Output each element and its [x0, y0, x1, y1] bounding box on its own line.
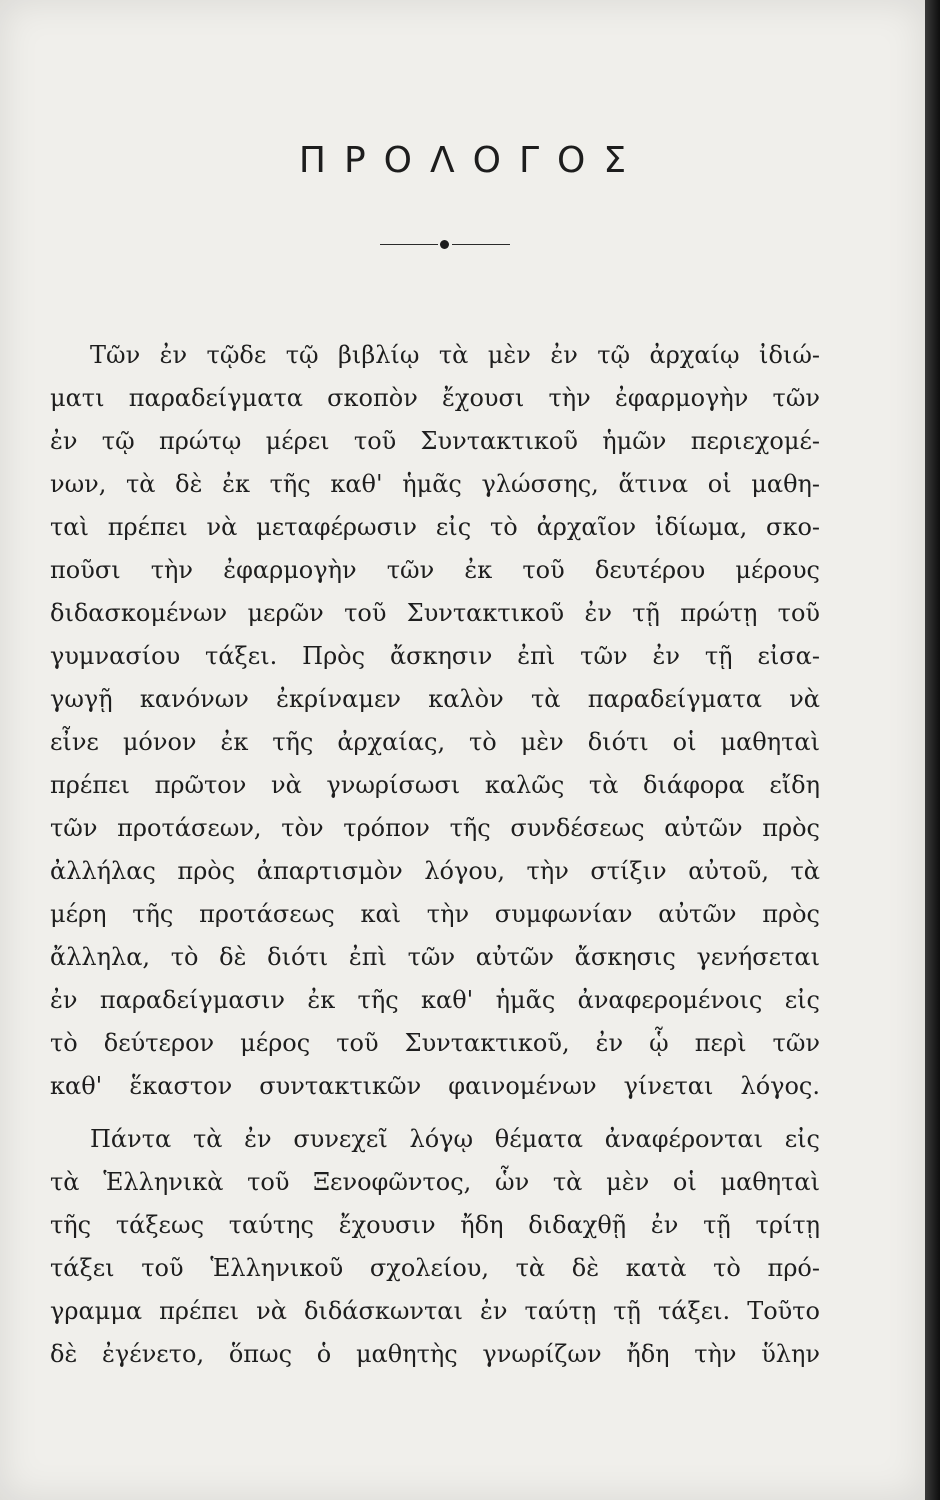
text-line: δὲ ἐγένετο, ὅπως ὁ μαθητὴς γνωρίζων ἤδη τὴν ὕλην [50, 1340, 820, 1368]
page-edge-shadow [925, 0, 940, 1500]
page-title: ΠΡΟΛΟΓΟΣ [298, 140, 645, 181]
text-line: τῶν προτάσεων, τὸν τρόπον τῆς συνδέσεως αὐτῶν πρὸς [50, 814, 820, 842]
ornament-rule-right [452, 244, 510, 245]
title-ornament [380, 240, 510, 250]
text-line: ἐν παραδείγμασιν ἐκ τῆς καθ' ἡμᾶς ἀναφερομένοις εἰς [50, 986, 820, 1014]
text-line: εἶνε μόνον ἐκ τῆς ἀρχαίας, τὸ μὲν διότι οἱ μαθηταὶ [50, 728, 820, 756]
text-line: ἐν τῷ πρώτῳ μέρει τοῦ Συντακτικοῦ ἡμῶν περιεχομέ- [50, 427, 820, 455]
text-line: διδασκομένων μερῶν τοῦ Συντακτικοῦ ἐν τῇ πρώτῃ τοῦ [50, 599, 820, 627]
text-line: τάξει τοῦ Ἑλληνικοῦ σχολείου, τὰ δὲ κατὰ τὸ πρό- [50, 1254, 820, 1282]
text-line: πρέπει πρῶτον νὰ γνωρίσωσι καλῶς τὰ διάφορα εἴδη [50, 771, 820, 799]
text-line: Πάντα τὰ ἐν συνεχεῖ λόγῳ θέματα ἀναφέρονται εἰς [90, 1125, 820, 1153]
text-line: ταὶ πρέπει νὰ μεταφέρωσιν εἰς τὸ ἀρχαῖον ἰδίωμα, σκο- [50, 513, 820, 541]
text-line: γραμμα πρέπει νὰ διδάσκωνται ἐν ταύτῃ τῇ τάξει. Τοῦτο [50, 1297, 820, 1325]
text-line: νων, τὰ δὲ ἐκ τῆς καθ' ἡμᾶς γλώσσης, ἅτινα οἱ μαθη- [50, 470, 820, 498]
text-line: μέρη τῆς προτάσεως καὶ τὴν συμφωνίαν αὐτῶν πρὸς [50, 900, 820, 928]
text-line: ποῦσι τὴν ἐφαρμογὴν τῶν ἐκ τοῦ δευτέρου μέρους [50, 556, 820, 584]
text-line: ἀλλήλας πρὸς ἀπαρτισμὸν λόγου, τὴν στίξιν αὐτοῦ, τὰ [50, 857, 820, 885]
text-line: τῆς τάξεως ταύτης ἔχουσιν ἤδη διδαχθῇ ἐν τῇ τρίτῃ [50, 1211, 820, 1239]
ornament-dot [440, 240, 449, 249]
text-line: καθ' ἕκαστον συντακτικῶν φαινομένων γίνεται λόγος. [50, 1072, 820, 1100]
text-line: γυμνασίου τάξει. Πρὸς ἄσκησιν ἐπὶ τῶν ἐν τῇ εἰσα- [50, 642, 820, 670]
text-line: γωγῇ κανόνων ἐκρίναμεν καλὸν τὰ παραδείγματα νὰ [50, 685, 820, 713]
text-line: Τῶν ἐν τῷδε τῷ βιβλίῳ τὰ μὲν ἐν τῷ ἀρχαίῳ ἰδιώ- [90, 341, 820, 369]
text-line: τὰ Ἑλληνικὰ τοῦ Ξενοφῶντος, ὧν τὰ μὲν οἱ μαθηταὶ [50, 1168, 820, 1196]
text-line: τὸ δεύτερον μέρος τοῦ Συντακτικοῦ, ἐν ᾧ περὶ τῶν [50, 1029, 820, 1057]
text-line: ματι παραδείγματα σκοπὸν ἔχουσι τὴν ἐφαρμογὴν τῶν [50, 384, 820, 412]
ornament-rule-left [380, 244, 438, 245]
text-line: ἄλληλα, τὸ δὲ διότι ἐπὶ τῶν αὐτῶν ἄσκησις γενήσεται [50, 943, 820, 971]
